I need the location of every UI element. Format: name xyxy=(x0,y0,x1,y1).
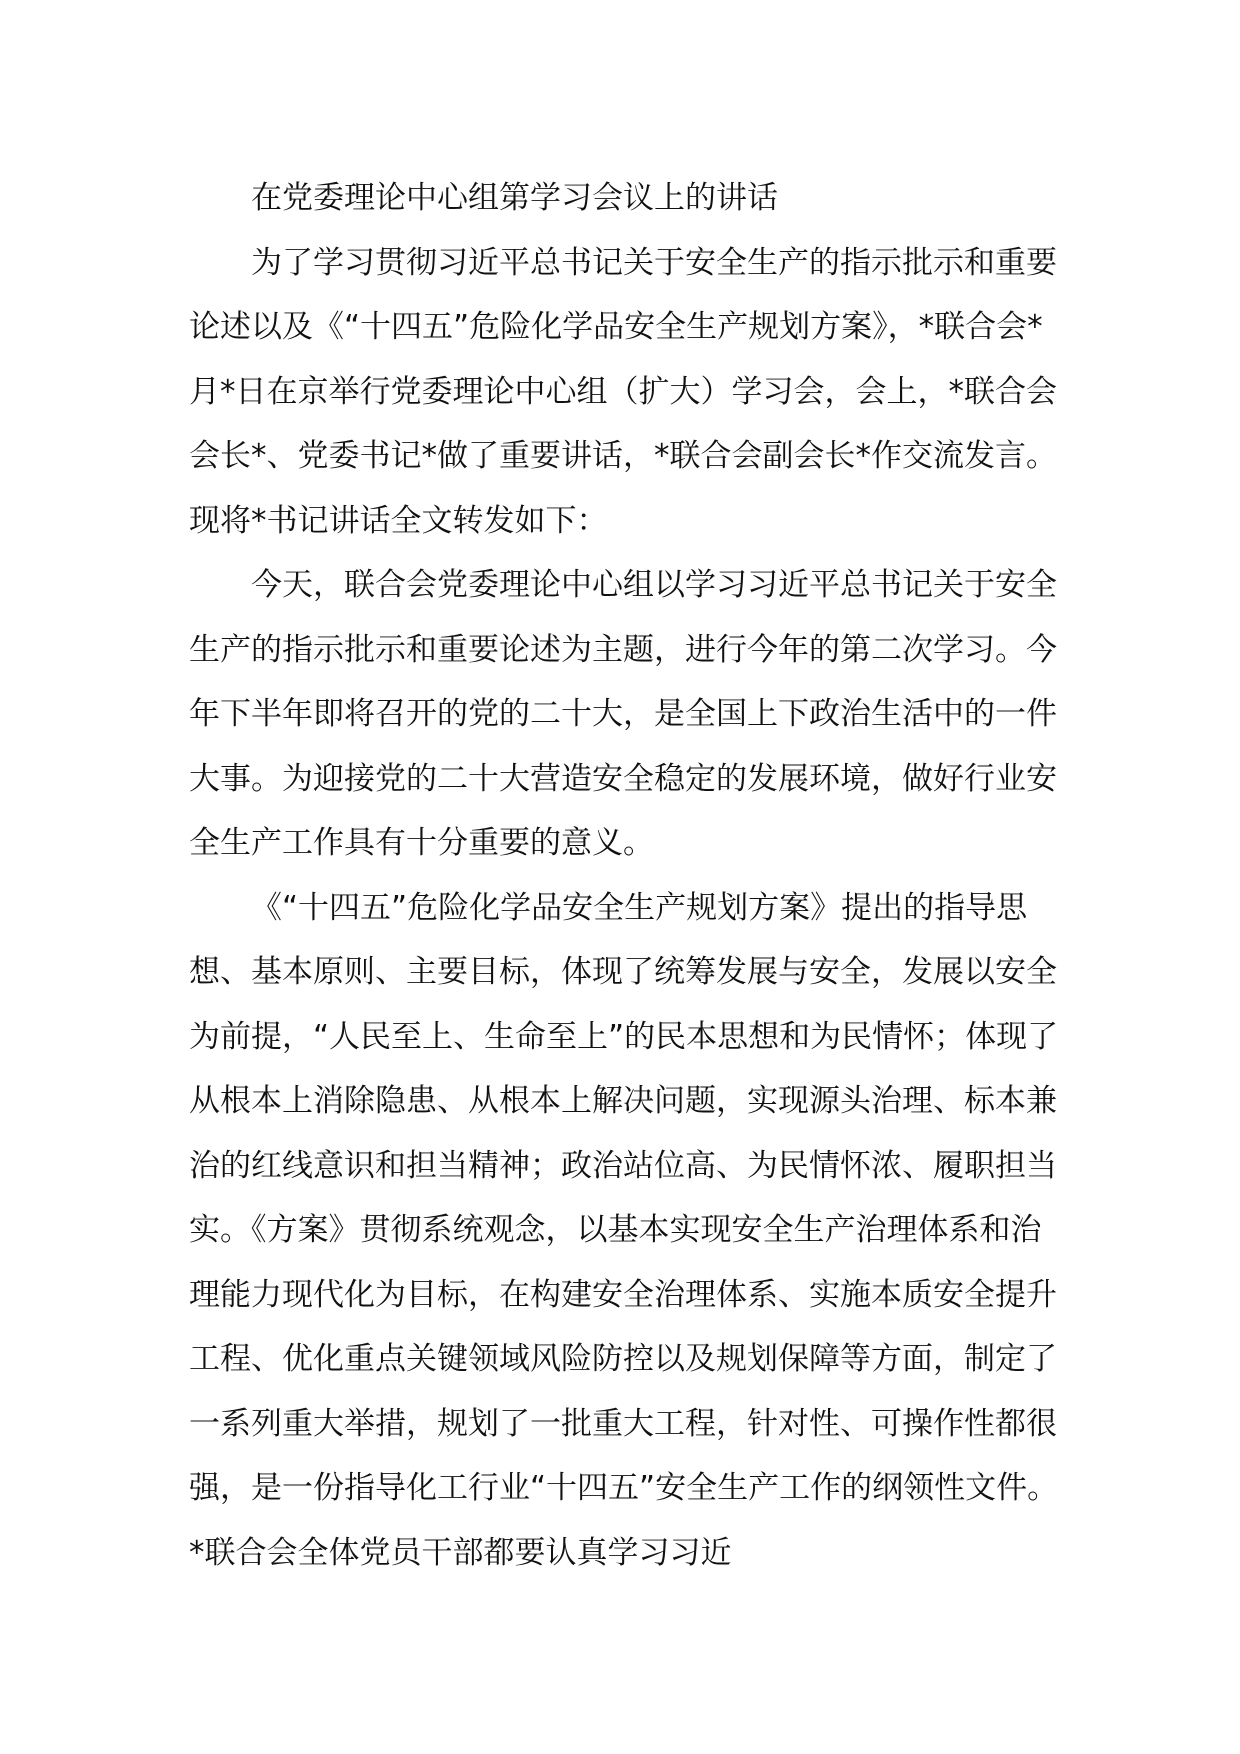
document-body xyxy=(189,166,1069,1585)
paragraph-plan: 《“十四五”危险化学品安全生产规划方案》提出的指导思想、基本原则、主要目标，体现了统筹发展与安全，发展以安全为前提，“人民至上、生命至上”的民本思想和为民情怀；体现了从根本上消除隐患、从根本上解决问题，实现源头治理、标本兼治的红线意识和担当精神；政治站位高、为民情怀浓、履职担当实。《方案》贯彻系统观念，以基本实现安全生产治理体系和治理能力现代化为目标，在构建安全治理体系、实施本质安全提升工程、优化重点关键领域风险防控以及规划保障等方面，制定了一系列重大举措，规划了一批重大工程，针对性、可操作性都很强，是一份指导化工行业“十四五”安全生产工作的纲领性文件。*联合会全体党员干部都要认真学习习近 xyxy=(189,889,1059,1571)
paragraph-today: 今天，联合会党委理论中心组以学习习近平总书记关于安全生产的指示批示和重要论述为主题，进行今年的第二次学习。今年下半年即将召开的党的二十大，是全国上下政治生活中的一件大事。为迎接党的二十大营造安全稳定的发展环境，做好行业安全生产工作具有十分重要的意义。 xyxy=(189,567,1057,861)
paragraph-intro: 为了学习贯彻习近平总书记关于安全生产的指示批示和重要论述以及《“十四五”危险化学品安全生产规划方案》，*联合会*月*日在京举行党委理论中心组（扩大）学习会，会上，*联合会会长*、党委书记*做了重要讲话，*联合会副会长*作交流发言。现将*书记讲话全文转发如下： xyxy=(189,244,1057,539)
document-title: 在党委理论中心组第学习会议上的讲话 xyxy=(251,180,778,216)
